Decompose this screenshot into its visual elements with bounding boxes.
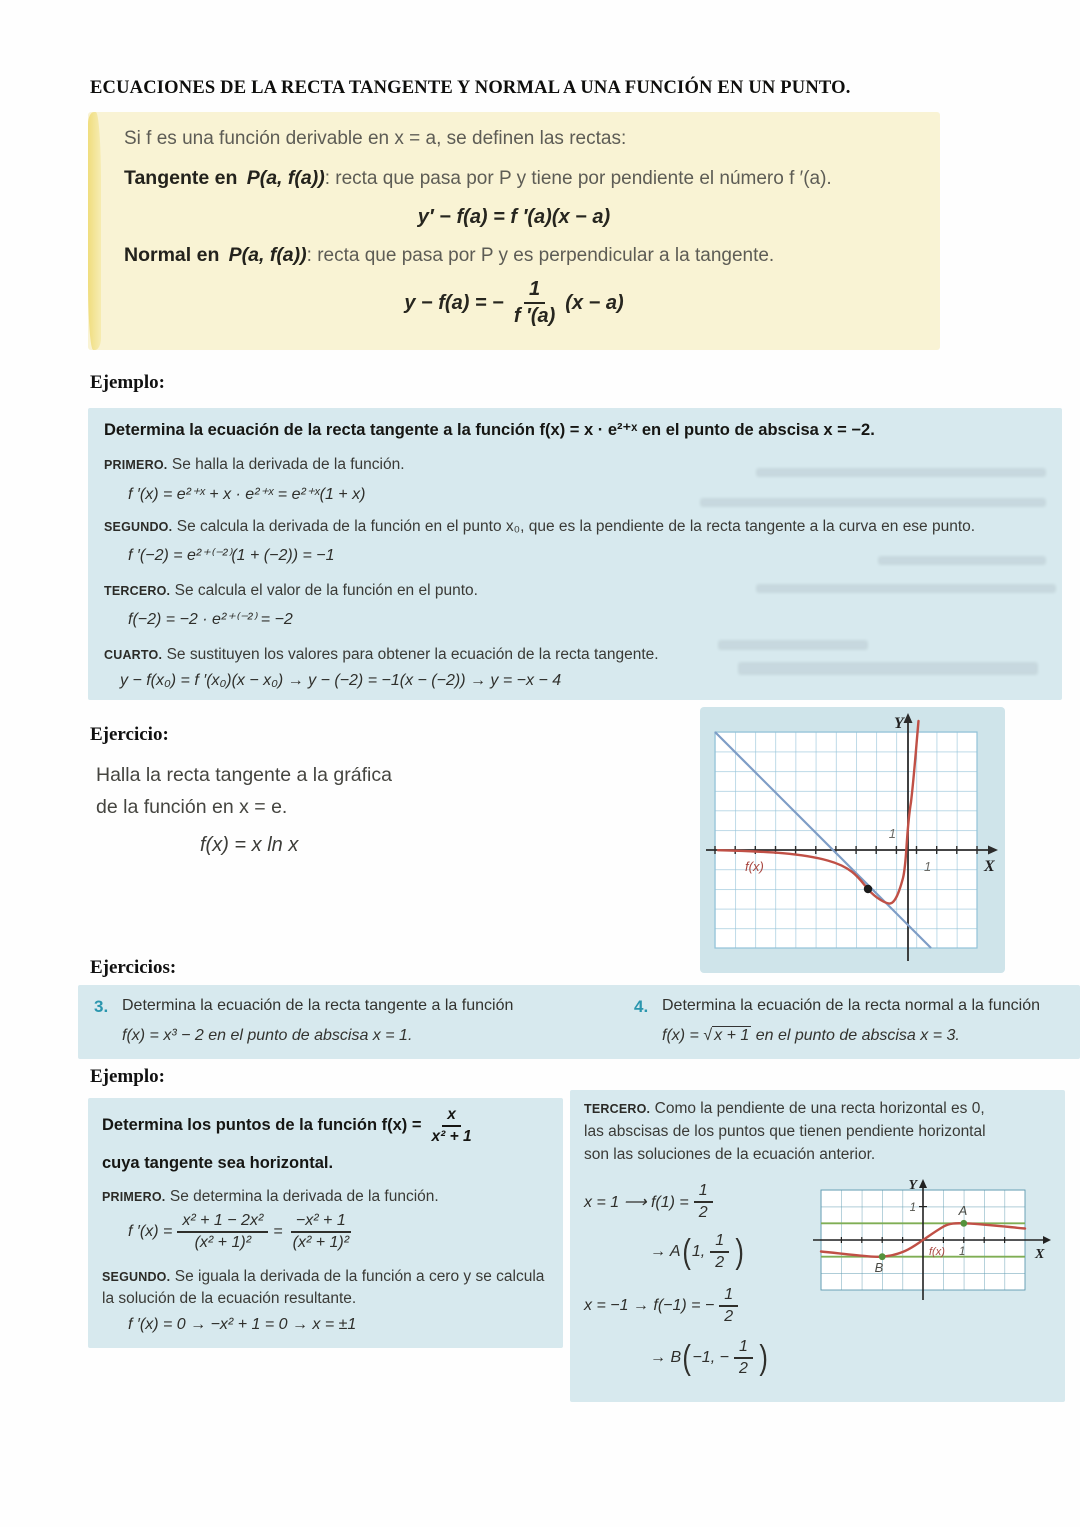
- page-title: ECUACIONES DE LA RECTA TANGENTE Y NORMAL A UNA FUNCIÓN EN UN PUNTO.: [90, 78, 851, 98]
- fraction-denominator: (x² + 1)²: [292, 1234, 350, 1252]
- graph2-curve-label: f(x): [929, 1246, 945, 1258]
- example2-step1: [102, 1188, 439, 1206]
- fraction-numerator: x² + 1 − 2x²: [177, 1212, 268, 1233]
- fraction-numerator: 1: [710, 1232, 729, 1253]
- normal-formula-prefix: y − f(a) = −: [404, 291, 504, 314]
- sqrt-icon: √: [703, 1027, 713, 1044]
- derivative-equals: =: [273, 1223, 283, 1241]
- example1-step3-formula: f(−2) = −2 · e²⁺⁽⁻²⁾ = −2: [128, 611, 293, 628]
- derivative-fraction1: [177, 1212, 268, 1253]
- solution2-arrow: → B: [650, 1349, 682, 1367]
- solution2-pre: x = −1 → f(−1) = −: [584, 1297, 715, 1315]
- normal-point: P(a, f(a)): [228, 244, 307, 266]
- statement-pre: Determina los puntos de la función f(x) =: [102, 1116, 422, 1135]
- graph2-y-label: Y: [908, 1178, 917, 1193]
- solution2-point: [650, 1338, 769, 1379]
- solution1-fraction: [694, 1182, 713, 1223]
- graph2-point-b-label: B: [874, 1260, 884, 1275]
- tangent-point: P(a, f(a)): [246, 167, 325, 189]
- sqrt-argument: x + 1: [714, 1027, 750, 1044]
- graph1-y-label: Y: [894, 715, 904, 732]
- step2-text: Se calcula la derivada de la función en el punto x₀, que es la pendiente de la recta tangente a la curva en ese punto.: [176, 518, 976, 535]
- fraction-denominator: (x² + 1)²: [194, 1234, 252, 1252]
- step1-label: PRIMERO.: [104, 458, 168, 472]
- graph1-curve-label: f(x): [745, 859, 764, 874]
- bleed-through-artifact: [878, 556, 1046, 565]
- normal-label: Normal en: [124, 244, 220, 266]
- step3-label: TERCERO.: [104, 584, 171, 598]
- example2-box-left: [88, 1098, 563, 1348]
- graph2-y-one-label: 1: [909, 1202, 916, 1214]
- example1-step2: [104, 518, 975, 536]
- graph1-tangency-point: [864, 885, 872, 893]
- exercise3-line1: Determina la ecuación de la recta tangente a la función: [122, 997, 514, 1014]
- fraction-numerator: x: [442, 1106, 461, 1127]
- example2-statement-line1: [102, 1106, 482, 1146]
- solution1-pre: x = 1 ⟶ f(1) =: [584, 1194, 689, 1212]
- bleed-through-artifact: [756, 468, 1046, 477]
- example2-box-right: [570, 1090, 1065, 1402]
- example2-step3-line3: son las soluciones de la ecuación anterior.: [584, 1146, 876, 1163]
- graph1-x-label: X: [984, 858, 995, 875]
- example2-step3-line2: las abscisas de los puntos que tienen pendiente horizontal: [584, 1123, 986, 1140]
- fraction-numerator: 1: [524, 278, 545, 304]
- step2-label: SEGUNDO.: [104, 520, 173, 534]
- step1-text: Se halla la derivada de la función.: [171, 456, 405, 473]
- tangent-description: : recta que pasa por P y tiene por pendiente el número f ′(a).: [324, 168, 832, 189]
- tangent-formula: y′ − f(a) = f ′(a)(x − a): [417, 206, 611, 228]
- graph2-point-a-label: A: [958, 1203, 968, 1218]
- solution1-point: [650, 1232, 745, 1273]
- point-a-fraction: [710, 1232, 729, 1273]
- fraction-denominator: 2: [715, 1254, 725, 1272]
- example1-box: [88, 408, 1062, 700]
- exercise-line1: Halla la recta tangente a la gráfica: [96, 764, 392, 786]
- graph2-y-arrow-icon: [919, 1179, 927, 1188]
- close-paren: ): [759, 1339, 768, 1378]
- fraction-denominator: 2: [724, 1308, 734, 1326]
- exercise4-formula-post: en el punto de abscisa x = 3.: [751, 1027, 960, 1044]
- definition-box: [88, 112, 940, 350]
- exercise3-line2: f(x) = x³ − 2 en el punto de abscisa x = 1.: [122, 1027, 413, 1044]
- example1-step3: [104, 582, 478, 600]
- normal-definition: [124, 244, 774, 267]
- bleed-through-artifact: [700, 498, 1046, 507]
- example1-statement: Determina la ecuación de la recta tangente a la función f(x) = x · e²⁺ˣ en el punto de abscisa x = −2.: [104, 421, 875, 439]
- step3-label: TERCERO.: [584, 1102, 651, 1116]
- definition-intro: Si f es una función derivable en x = a, se definen las rectas:: [124, 128, 627, 149]
- fraction-numerator: −x² + 1: [291, 1212, 351, 1233]
- example1-step1: [104, 456, 405, 474]
- fraction-denominator: x² + 1: [431, 1127, 472, 1145]
- example1-step1-formula: f ′(x) = e²⁺ˣ + x · e²⁺ˣ = e²⁺ˣ(1 + x): [128, 486, 366, 503]
- exercise4-line2: [662, 1027, 960, 1045]
- graph2-x-label: X: [1035, 1247, 1045, 1262]
- graph2-x-arrow-icon: [1043, 1236, 1051, 1244]
- horizontal-tangent-graph: [813, 1178, 1053, 1303]
- exercise4-line1: Determina la ecuación de la recta normal a la función: [662, 997, 1040, 1014]
- normal-description: : recta que pasa por P y es perpendicular a la tangente.: [306, 245, 775, 266]
- step1-label: PRIMERO.: [102, 1190, 166, 1204]
- tangent-graph: [700, 707, 1005, 973]
- normal-formula-fraction: [509, 278, 560, 328]
- open-paren: (: [682, 1339, 692, 1378]
- bleed-through-artifact: [718, 640, 868, 650]
- solution2-value: [584, 1286, 743, 1327]
- example2-step3: [584, 1100, 985, 1118]
- fraction-denominator: 2: [738, 1360, 748, 1378]
- derivative-fraction2: [288, 1212, 354, 1253]
- example1-step2-formula: f ′(−2) = e²⁺⁽⁻²⁾(1 + (−2)) = −1: [128, 547, 335, 564]
- graph1-x-one-label: 1: [924, 859, 932, 874]
- normal-formula-suffix: (x − a): [565, 291, 624, 314]
- exercise-heading: Ejercicio:: [90, 724, 169, 745]
- step4-text: Se sustituyen los valores para obtener la ecuación de la recta tangente.: [166, 646, 659, 663]
- fraction-numerator: 1: [719, 1286, 738, 1307]
- tangent-definition: [124, 167, 832, 190]
- statement-fraction: [427, 1106, 477, 1146]
- example1-step4: [104, 646, 659, 664]
- fraction-denominator: f ′(a): [513, 305, 556, 327]
- step3-text: Se calcula el valor de la función en el punto.: [174, 582, 478, 599]
- graph2-x-one-label: 1: [959, 1246, 966, 1258]
- solution2-fraction: [719, 1286, 738, 1327]
- step1-text: Se determina la derivada de la función.: [169, 1188, 439, 1205]
- example2-derivative-formula: [128, 1212, 359, 1253]
- example1-heading: Ejemplo:: [90, 372, 165, 393]
- exercise-line2: de la función en x = e.: [96, 796, 288, 818]
- tangent-label: Tangente en: [124, 167, 238, 189]
- step2-label: SEGUNDO.: [102, 1270, 171, 1284]
- open-paren: (: [681, 1233, 691, 1272]
- graph2-point-a: [960, 1220, 967, 1227]
- example2-step2-formula: f ′(x) = 0 → −x² + 1 = 0 → x = ±1: [128, 1316, 357, 1333]
- point-a-x: 1,: [691, 1243, 706, 1261]
- exercises-strip: [78, 985, 1080, 1059]
- bleed-through-artifact: [756, 584, 1056, 593]
- fraction-numerator: 1: [734, 1338, 753, 1359]
- point-b-x: −1, −: [692, 1349, 729, 1367]
- exercise3-number: 3.: [94, 997, 109, 1016]
- example2-step2-line2: la solución de la ecuación resultante.: [102, 1290, 357, 1307]
- example2-heading: Ejemplo:: [90, 1066, 165, 1087]
- exercise4-formula-pre: f(x) =: [662, 1027, 704, 1044]
- step4-label: CUARTO.: [104, 648, 163, 662]
- graph1-y-one-label: 1: [888, 826, 896, 841]
- step2-text-line1: Se iguala la derivada de la función a cero y se calcula: [174, 1268, 545, 1285]
- fraction-denominator: 2: [698, 1204, 708, 1222]
- bleed-through-artifact: [738, 662, 1038, 675]
- example1-step4-formula: y − f(x₀) = f ′(x₀)(x − x₀) → y − (−2) = −1(x − (−2)) → y = −x − 4: [120, 672, 562, 689]
- step3-text-line1: Como la pendiente de una recta horizontal es 0,: [654, 1100, 985, 1117]
- normal-formula: [88, 278, 940, 328]
- exercises-heading: Ejercicios:: [90, 957, 177, 978]
- example2-statement-line2: cuya tangente sea horizontal.: [102, 1154, 334, 1172]
- close-paren: ): [735, 1233, 745, 1272]
- example2-step2: [102, 1268, 544, 1286]
- point-b-fraction: [734, 1338, 753, 1379]
- exercise4-number: 4.: [634, 997, 649, 1016]
- solution1-value: [584, 1182, 718, 1223]
- exercise-formula: f(x) = x ln x: [200, 834, 299, 856]
- derivative-lhs: f ′(x) =: [128, 1223, 173, 1241]
- solution1-arrow: → A: [650, 1243, 681, 1261]
- fraction-numerator: 1: [694, 1182, 713, 1203]
